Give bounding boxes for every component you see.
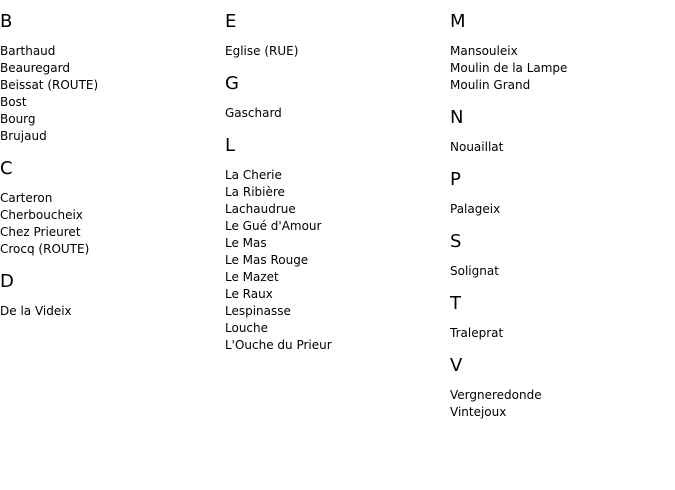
street-link[interactable]: La Cherie [225,168,282,182]
street-link[interactable]: De la Videix [0,304,72,318]
street-list-item [225,43,445,60]
street-link[interactable]: Beissat (ROUTE) [0,78,99,92]
letter-group-e [225,12,445,60]
street-list-item [0,241,220,258]
street-list-item [225,218,445,235]
street-link[interactable]: L'Ouche du Prieur [225,338,332,352]
street-list-item [0,303,220,320]
index-column-2 [225,12,445,368]
street-link[interactable]: Solignat [450,264,499,278]
letter-heading: C [0,158,13,179]
street-list-item [225,269,445,286]
street-link[interactable]: Crocq (ROUTE) [0,242,90,256]
street-link[interactable]: Cherboucheix [0,208,83,222]
street-link[interactable]: Gaschard [225,106,282,120]
index-column-1 [0,12,220,334]
street-list-item [0,207,220,224]
street-list [225,43,445,60]
street-list-item [450,325,670,342]
letter-heading: B [0,11,13,32]
street-link[interactable]: Vintejoux [450,405,507,419]
letter-group-m [450,12,670,94]
street-list [0,190,220,258]
letter-heading: E [225,11,237,32]
letter-group-c [0,159,220,258]
street-list-item [450,404,670,421]
street-link[interactable]: Palageix [450,202,501,216]
street-link[interactable]: Bourg [0,112,36,126]
street-link[interactable]: Vergneredonde [450,388,542,402]
street-list [0,43,220,145]
street-list [450,201,670,218]
letter-heading: G [225,73,239,94]
letter-group-v [450,356,670,421]
street-list [450,263,670,280]
street-list-item [225,235,445,252]
street-list-item [450,77,670,94]
street-list-item [225,184,445,201]
letter-heading: P [450,169,461,190]
street-list [450,325,670,342]
street-list-item [225,320,445,337]
street-list-item [450,201,670,218]
street-list-item [450,387,670,404]
street-list-item [225,337,445,354]
letter-group-l [225,136,445,354]
street-link[interactable]: Traleprat [450,326,504,340]
letter-group-n [450,108,670,156]
street-list-item [0,43,220,60]
letter-group-g [225,74,445,122]
street-link[interactable]: Barthaud [0,44,56,58]
street-list [450,139,670,156]
letter-group-p [450,170,670,218]
street-link[interactable]: Lachaudrue [225,202,296,216]
letter-group-t [450,294,670,342]
street-list [450,387,670,421]
street-list-item [225,105,445,122]
street-link[interactable]: Moulin Grand [450,78,531,92]
street-link[interactable]: Moulin de la Lampe [450,61,568,75]
letter-heading: M [450,11,466,32]
letter-heading: V [450,355,463,376]
street-list [225,167,445,354]
street-list-item [225,167,445,184]
street-link[interactable]: Le Mazet [225,270,279,284]
letter-group-b [0,12,220,145]
street-link[interactable]: Le Mas Rouge [225,253,309,267]
letter-heading: N [450,107,464,128]
street-link[interactable]: Bost [0,95,27,109]
letter-heading: T [450,293,461,314]
street-list [450,43,670,94]
street-link[interactable]: La Ribière [225,185,285,199]
letter-group-s [450,232,670,280]
street-list-item [225,252,445,269]
street-link[interactable]: Chez Prieuret [0,225,81,239]
street-link[interactable]: Brujaud [0,129,47,143]
street-link[interactable]: Mansouleix [450,44,518,58]
street-list-item [0,224,220,241]
street-list-item [0,60,220,77]
street-list-item [450,43,670,60]
letter-heading: L [225,135,236,156]
street-link[interactable]: Le Raux [225,287,273,301]
letter-heading: S [450,231,462,252]
street-link[interactable]: Louche [225,321,269,335]
street-list-item [225,303,445,320]
street-list-item [0,77,220,94]
street-list-item [225,286,445,303]
street-list-item [450,139,670,156]
street-list-item [450,263,670,280]
street-list-item [0,94,220,111]
letter-group-d [0,272,220,320]
street-link[interactable]: Le Gué d'Amour [225,219,322,233]
street-list [0,303,220,320]
street-link[interactable]: Eglise (RUE) [225,44,299,58]
street-link[interactable]: Lespinasse [225,304,291,318]
street-list-item [0,190,220,207]
street-link[interactable]: Le Mas [225,236,267,250]
letter-heading: D [0,271,14,292]
index-column-3 [450,12,670,435]
street-link[interactable]: Carteron [0,191,53,205]
street-list-item [0,111,220,128]
street-list [225,105,445,122]
street-link[interactable]: Nouaillat [450,140,504,154]
street-list-item [450,60,670,77]
street-list-item [0,128,220,145]
street-list-item [225,201,445,218]
street-link[interactable]: Beauregard [0,61,70,75]
